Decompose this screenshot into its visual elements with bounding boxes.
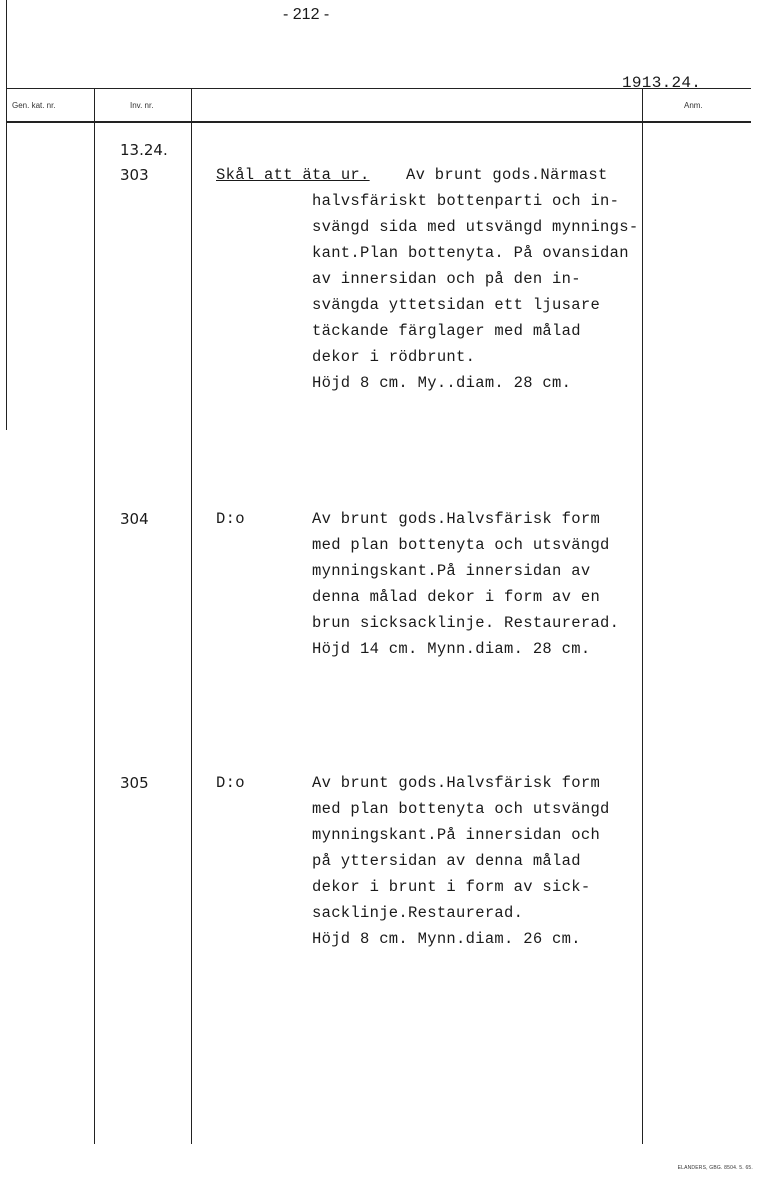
entry-year-ref: 13.24. — [120, 141, 168, 159]
inv-column-divider — [191, 88, 192, 1144]
entry-description-line: svängd sida med utsvängd mynnings- — [312, 218, 639, 236]
entry-description-line: sacklinje.Restaurerad. — [312, 904, 524, 922]
entry-description-line: täckande färglager med målad — [312, 322, 581, 340]
entry-description-line: Höjd 8 cm. My..diam. 28 cm. — [312, 374, 572, 392]
header-gen-kat-nr: Gen. kat. nr. — [12, 101, 56, 110]
entry-description-line: brun sicksacklinje. Restaurerad. — [312, 614, 620, 632]
entry-description-line: med plan bottenyta och utsvängd — [312, 800, 610, 818]
entry-title: Skål att äta ur. — [216, 166, 370, 184]
entry-description-line: på yttersidan av denna målad — [312, 852, 581, 870]
anm-column-divider — [642, 88, 643, 1144]
entry-inv-number: 303 — [120, 166, 149, 184]
header-anm: Anm. — [684, 101, 703, 110]
entry-description-line: denna målad dekor i form av en — [312, 588, 601, 606]
entry-ditto: D:o — [216, 774, 245, 792]
entry-description-line: Av brunt gods.Halvsfärisk form — [312, 510, 601, 528]
entry-description-line: av innersidan och på den in- — [312, 270, 581, 288]
entry-description-line: kant.Plan bottenyta. På ovansidan — [312, 244, 629, 262]
entry-description-line: Höjd 14 cm. Mynn.diam. 28 cm. — [312, 640, 591, 658]
header-inv-nr: Inv. nr. — [130, 101, 154, 110]
header-bottom-rule — [6, 121, 751, 123]
entry-description-line: halvsfäriskt bottenparti och in- — [312, 192, 620, 210]
left-border-line — [6, 0, 7, 430]
entry-description-line: svängda yttetsidan ett ljusare — [312, 296, 601, 314]
page-number: - 212 - — [283, 6, 330, 23]
entry-inv-number: 305 — [120, 774, 149, 792]
entry-description-line: dekor i brunt i form av sick- — [312, 878, 591, 896]
entry-description-line: mynningskant.På innersidan av — [312, 562, 591, 580]
entry-ditto: D:o — [216, 510, 245, 528]
entry-description-line: Av brunt gods.Halvsfärisk form — [312, 774, 601, 792]
printer-footer: ELANDERS, GBG. 8504. 5. 65. — [677, 1165, 753, 1171]
gen-kat-column-divider — [94, 88, 95, 1144]
entry-description-line: dekor i rödbrunt. — [312, 348, 476, 366]
entry-description-line: Av brunt gods.Närmast — [406, 166, 608, 184]
entry-description-line: mynningskant.På innersidan och — [312, 826, 601, 844]
catalog-reference: 1913.24. — [622, 74, 702, 92]
entry-description-line: Höjd 8 cm. Mynn.diam. 26 cm. — [312, 930, 581, 948]
entry-description-line: med plan bottenyta och utsvängd — [312, 536, 610, 554]
entry-inv-number: 304 — [120, 510, 149, 528]
